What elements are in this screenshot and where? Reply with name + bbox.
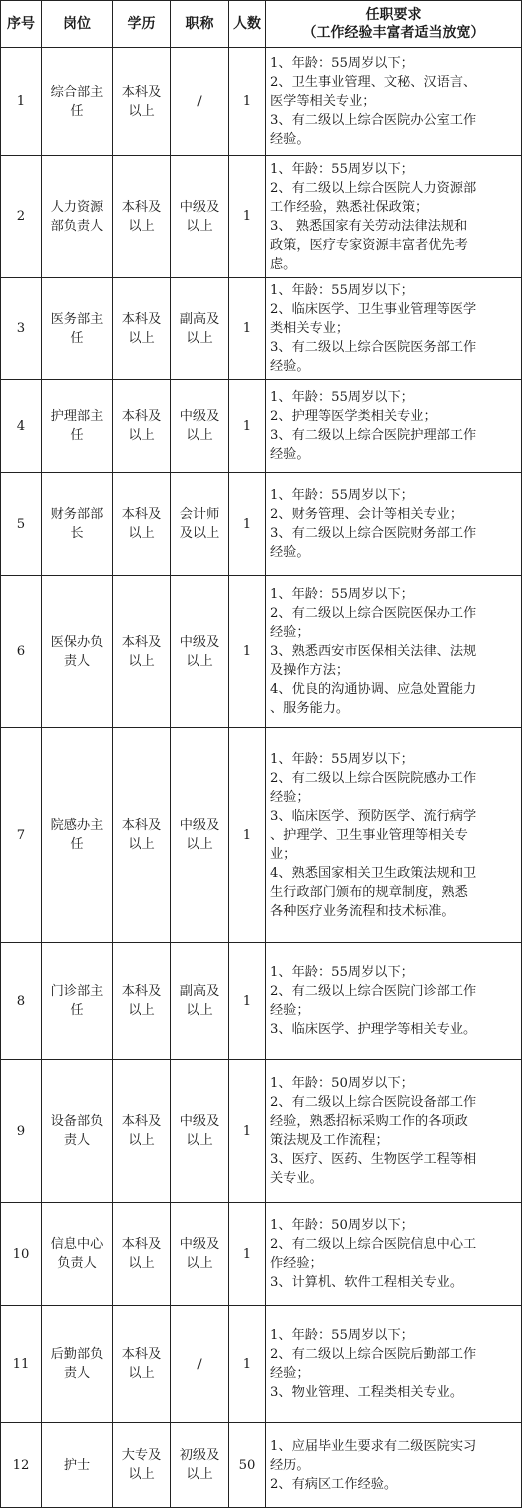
requirement-line: 类相关专业； [270,321,350,336]
professional-title: 会计师及以上 [179,507,220,541]
position-name: 医保办负责人 [50,634,104,669]
row-number-cell [1,473,42,576]
row-number: 4 [16,418,26,434]
requirement-line: 2、有二级以上综合医院设备部工作 [270,1095,477,1110]
position-name-cell [42,278,113,380]
education-level-cell [113,728,171,943]
position-name: 门诊部主任 [50,984,104,1018]
education-level-cell [113,1203,171,1306]
position-name-cell [42,576,113,728]
header-count: 人数 [229,1,266,48]
education-level: 本科及以上 [121,1114,162,1148]
headcount: 1 [242,516,252,532]
requirement-line: 2、有二级以上综合医院门诊部工作 [270,984,477,999]
requirement-line: 1、年龄：55周岁以下； [270,161,414,177]
requirement-line: 4、熟悉国家相关卫生政策法规和卫 [270,865,477,881]
education-level: 本科及以上 [121,984,162,1018]
education-level: 本科及以上 [121,818,162,852]
requirements-cell [266,943,522,1060]
requirement-line: 业； [270,846,297,862]
requirement-line: 策法规及工作流程； [270,1133,389,1148]
requirement-line: 生行政部门颁布的规章制度，熟悉 [270,884,468,900]
row-number: 5 [16,516,26,532]
headcount-cell [229,1203,266,1306]
table-row [1,1306,522,1423]
row-number: 11 [12,1356,30,1372]
requirement-line: 1、年龄：55周岁以下； [270,751,414,767]
education-level-cell [113,1060,171,1203]
education-level: 本科及以上 [121,409,162,443]
position-name: 财务部部长 [50,507,104,541]
position-name-cell [42,728,113,943]
requirement-line: 政策，医疗专家资源丰富者优先考 [270,237,468,253]
education-level: 本科及以上 [121,1237,162,1271]
header-title: 职称 [171,1,229,48]
professional-title-cell [171,1060,229,1203]
requirements-cell [266,1306,522,1423]
headcount: 1 [242,1123,252,1139]
position-name-cell [42,473,113,576]
requirement-line: 1、年龄：55周岁以下； [270,587,414,602]
requirement-line: 经验； [270,1003,310,1018]
education-level: 本科及以上 [121,199,162,234]
headcount: 1 [242,94,252,109]
table-row [1,380,522,473]
requirement-line: 1、年龄：55周岁以下； [270,56,414,71]
requirement-line: 1、年龄：55周岁以下； [270,390,414,405]
requirement-line: 2、护理等医学类相关专业； [270,409,437,424]
headcount: 1 [242,1356,252,1372]
education-level-cell [113,943,171,1060]
professional-title-cell [171,943,229,1060]
requirement-line: 经验。 [270,447,310,462]
row-number: 10 [12,1246,30,1262]
requirements-cell [266,1203,522,1306]
row-number: 7 [16,827,26,843]
requirement-line: 3、 熟悉国家有关劳动法律法规和 [270,218,468,234]
requirement-line: 3、有二级以上综合医院护理部工作 [270,428,477,443]
requirement-line: 3、计算机、软件工程相关专业。 [270,1275,464,1290]
professional-title-cell [171,156,229,278]
professional-title: 中级及以上 [179,199,220,234]
position-name: 院感办主任 [50,818,104,852]
position-name-cell [42,1306,113,1423]
requirement-line: 关专业。 [270,1171,323,1186]
row-number-cell [1,380,42,473]
position-name-cell [42,156,113,278]
position-name: 护士 [63,1457,91,1473]
row-number-cell [1,48,42,156]
professional-title-cell [171,1203,229,1306]
professional-title-cell [171,1306,229,1423]
requirement-line: 、服务能力。 [270,701,350,716]
professional-title: 中级及以上 [179,634,220,669]
row-number-cell [1,728,42,943]
requirements-cell [266,380,522,473]
requirements-cell [266,1423,522,1508]
row-number: 12 [12,1457,30,1473]
requirement-line: 2、有二级以上综合医院信息中心工 [270,1237,477,1252]
position-name-cell [42,1203,113,1306]
row-number: 8 [16,993,26,1009]
requirement-line: 2、财务管理、会计等相关专业； [270,507,464,522]
requirements-cell [266,1060,522,1203]
table-row [1,156,522,278]
table-row [1,728,522,943]
requirement-line: 经验。 [270,359,310,374]
headcount: 1 [242,644,252,659]
requirement-line: 2、有二级以上综合医院后勤部工作 [270,1347,477,1362]
header-position: 岗位 [42,1,113,48]
professional-title: / [197,94,202,109]
requirement-line: 4、优良的沟通协调、应急处置能力 [270,682,477,697]
requirement-line: 工作经验，熟悉社保政策； [270,199,429,215]
table-row [1,278,522,380]
requirement-line: 经验； [270,789,310,805]
requirements-cell [266,156,522,278]
professional-title: 副高及以上 [179,984,220,1018]
professional-title-cell [171,728,229,943]
requirement-line: 2、卫生事业管理、文秘、汉语言、 [270,75,477,90]
headcount-cell [229,943,266,1060]
headcount: 1 [242,827,252,843]
requirement-line: 1、应届毕业生要求有二级医院实习 [270,1438,477,1454]
professional-title-cell [171,380,229,473]
position-name-cell [42,1060,113,1203]
requirements-cell [266,473,522,576]
professional-title: 中级及以上 [179,818,220,852]
requirement-line: 作经验； [270,1256,323,1271]
requirement-line: 2、有二级以上综合医院人力资源部 [270,180,477,196]
requirement-line: 3、物业管理、工程类相关专业。 [270,1385,464,1400]
requirement-line: 3、熟悉西安市医保相关法律、法规 [270,644,477,659]
row-number-cell [1,943,42,1060]
requirements-cell [266,576,522,728]
position-name: 医务部主任 [50,311,104,346]
header-row [1,1,522,48]
requirement-line: 经验，熟悉招标采购工作的各项政 [270,1114,468,1129]
requirement-line: 2、有二级以上综合医院医保办工作 [270,606,477,621]
professional-title-cell [171,1423,229,1508]
requirement-line: 2、有病区工作经验。 [270,1476,398,1492]
education-level: 本科及以上 [121,311,162,346]
professional-title: 中级及以上 [179,1114,220,1148]
position-name-cell [42,48,113,156]
requirement-line: 医学等相关专业； [270,94,376,109]
education-level-cell [113,1423,171,1508]
row-number-cell [1,1203,42,1306]
education-level-cell [113,1306,171,1423]
requirement-line: 虑。 [270,256,297,272]
education-level-cell [113,473,171,576]
row-number: 2 [16,209,26,224]
professional-title-cell [171,48,229,156]
education-level-cell [113,156,171,278]
requirement-line: 1、年龄：50周岁以下； [270,1218,414,1233]
row-number: 6 [16,644,26,659]
requirement-line: 3、临床医学、预防医学、流行病学 [270,808,477,824]
education-level: 大专及以上 [121,1448,162,1482]
position-name-cell [42,1423,113,1508]
position-name: 人力资源部负责人 [50,199,104,234]
requirement-line: 1、年龄：55周岁以下； [270,283,414,298]
education-level: 本科及以上 [121,1347,162,1381]
headcount-cell [229,473,266,576]
headcount-cell [229,1423,266,1508]
education-level-cell [113,48,171,156]
header-requirements [266,1,522,48]
headcount: 1 [242,209,252,224]
row-number-cell [1,1060,42,1203]
requirement-line: 经验； [270,625,310,640]
requirements-cell [266,48,522,156]
professional-title: 初级及以上 [179,1448,220,1482]
requirement-line: 1、年龄：55周岁以下； [270,488,414,503]
professional-title: / [197,1356,202,1372]
row-number-cell [1,1306,42,1423]
professional-title-cell [171,576,229,728]
position-name: 护理部主任 [50,409,104,443]
requirement-line: 1、年龄：55周岁以下； [270,1328,414,1343]
header-education: 学历 [113,1,171,48]
requirement-line: 3、有二级以上综合医院财务部工作 [270,526,477,541]
requirement-line: 2、临床医学、卫生事业管理等医学 [270,302,477,317]
requirement-line: 经历。 [270,1457,310,1473]
education-level-cell [113,380,171,473]
table-row [1,1423,522,1508]
row-number-cell [1,278,42,380]
row-number: 3 [16,321,26,336]
table-row [1,1203,522,1306]
requirement-line: 1、年龄：55周岁以下； [270,965,414,980]
headcount: 1 [242,1246,252,1262]
requirement-line: 经验； [270,1366,310,1381]
professional-title: 中级及以上 [179,1237,220,1271]
headcount: 1 [242,321,252,336]
requirement-line: 各种医疗业务流程和技术标准。 [270,903,455,919]
table-row [1,943,522,1060]
headcount-cell [229,1306,266,1423]
row-number: 1 [16,94,26,109]
row-number-cell [1,156,42,278]
education-level: 本科及以上 [121,84,162,119]
requirement-line: 经验。 [270,132,310,147]
position-name-cell [42,943,113,1060]
education-level: 本科及以上 [121,634,162,669]
header-requirements-note: （工作经验丰富者适当放宽） [302,25,485,41]
requirements-cell [266,278,522,380]
requirement-line: 、护理学、卫生事业管理等相关专 [270,827,468,843]
position-name: 后勤部负责人 [50,1347,104,1381]
requirement-line: 2、有二级以上综合医院院感办工作 [270,770,477,786]
row-number-cell [1,1423,42,1508]
professional-title: 副高及以上 [179,311,220,346]
headcount-cell [229,380,266,473]
headcount: 1 [242,993,252,1009]
requirement-line: 3、有二级以上综合医院办公室工作 [270,113,477,128]
requirement-line: 1、年龄：50周岁以下； [270,1076,414,1091]
headcount-cell [229,728,266,943]
requirement-line: 3、医疗、医药、生物医学工程等相 [270,1152,477,1167]
headcount: 50 [238,1457,256,1473]
requirement-line: 经验。 [270,545,310,560]
headcount-cell [229,1060,266,1203]
education-level: 本科及以上 [121,507,162,541]
professional-title-cell [171,473,229,576]
headcount-cell [229,156,266,278]
requirement-line: 3、临床医学、护理学等相关专业。 [270,1022,477,1037]
headcount-cell [229,48,266,156]
row-number: 9 [16,1123,26,1139]
header-requirements-label: 任职要求 [365,7,422,23]
professional-title-cell [171,278,229,380]
position-name: 信息中心负责人 [50,1237,104,1271]
requirements-cell [266,728,522,943]
professional-title: 中级及以上 [179,409,220,443]
headcount: 1 [242,418,252,434]
headcount-cell [229,576,266,728]
requirement-line: 3、有二级以上综合医院医务部工作 [270,340,477,355]
table-row [1,473,522,576]
position-name-cell [42,380,113,473]
headcount-cell [229,278,266,380]
table-row [1,1060,522,1203]
position-name: 设备部负责人 [50,1114,104,1148]
position-name: 综合部主任 [50,84,104,119]
education-level-cell [113,576,171,728]
row-number-cell [1,576,42,728]
requirement-line: 及操作方法； [270,663,350,678]
table-row [1,576,522,728]
education-level-cell [113,278,171,380]
header-no: 序号 [1,1,42,48]
table-row [1,48,522,156]
